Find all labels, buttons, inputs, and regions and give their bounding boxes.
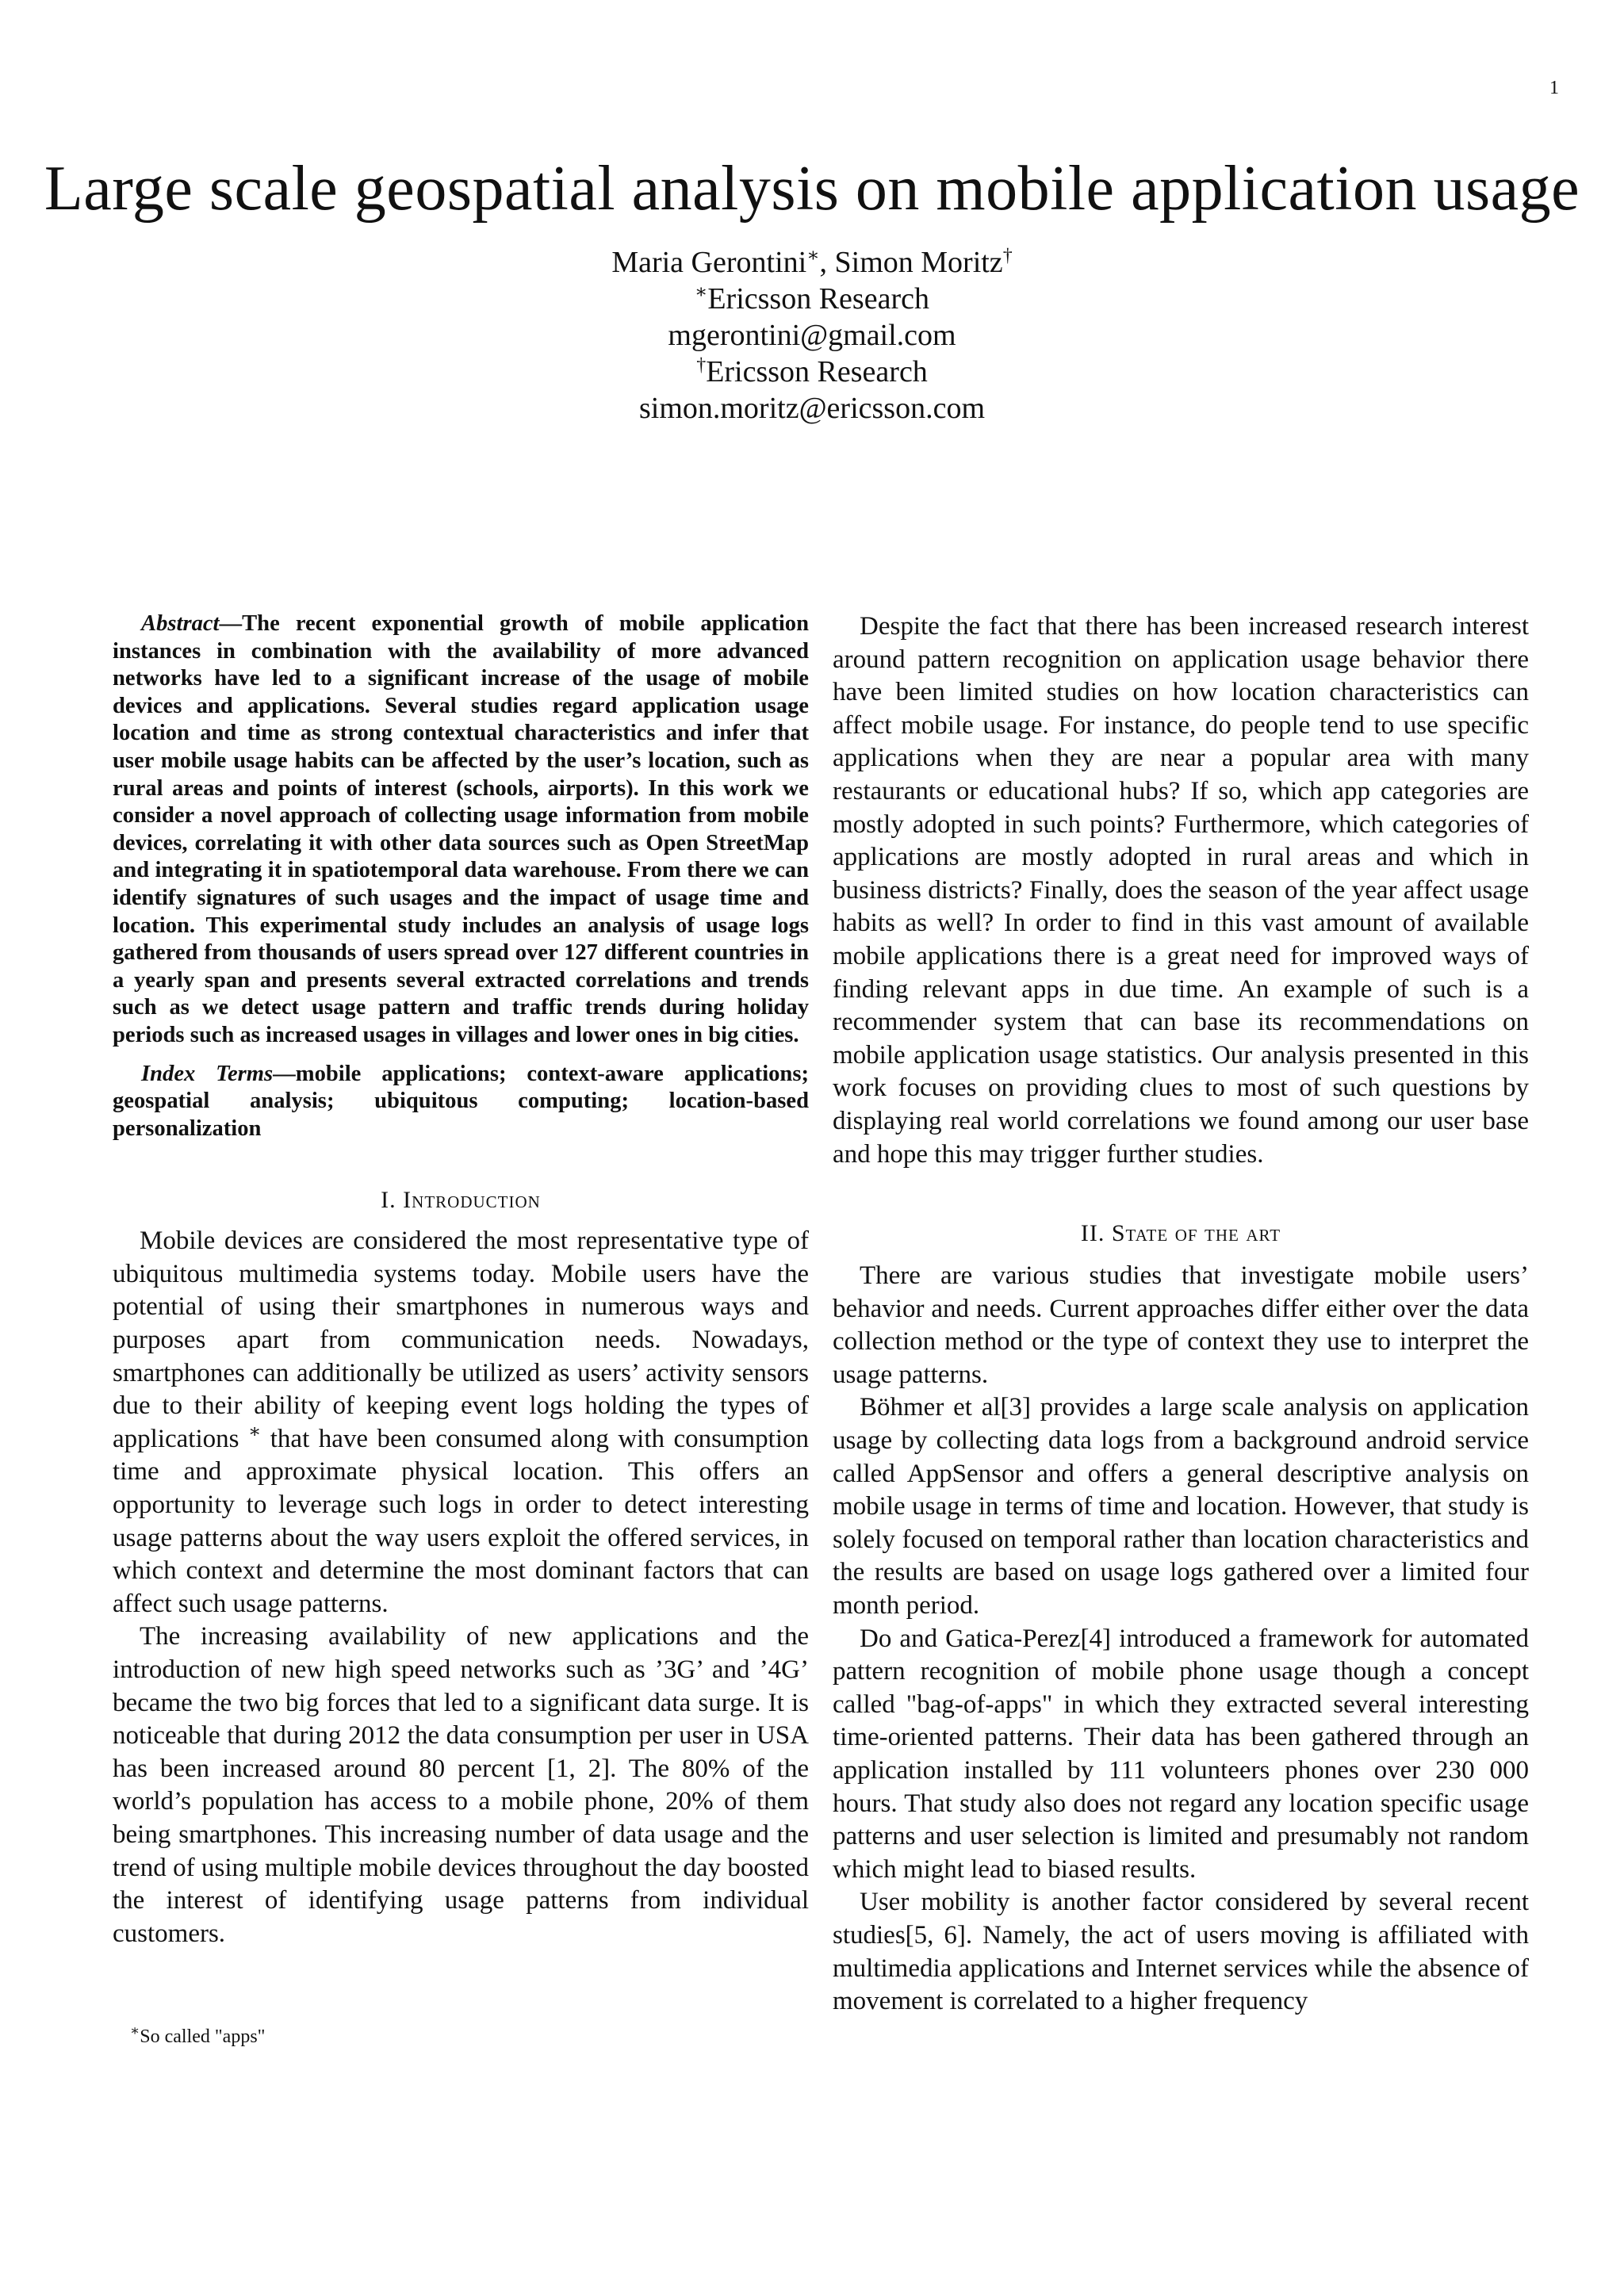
- paper-title: Large scale geospatial analysis on mobile application usage: [44, 154, 1580, 224]
- intro-paragraph-1: [113, 1225, 809, 1621]
- email-2: simon.moritz@ericsson.com: [638, 392, 986, 425]
- intro-paragraph-1-rest: that have been consumed along with consumption time and approximate physical location. This offers an opportunity to leverage such logs in order to detect interesting usage patterns about the way users exploit the offered services, in which context and determine the most dominant factors that can affect such usage patterns.: [113, 1424, 809, 1618]
- abstract-label: Abstract: [141, 611, 220, 636]
- affiliation-1-mark: ∗: [695, 281, 708, 303]
- author-name-2: , Simon Moritz: [819, 246, 1003, 279]
- section-title: Introduction: [403, 1187, 541, 1214]
- affiliation-2: [0, 354, 1624, 390]
- intro-continuation-paragraph: Despite the fact that there has been increased research interest around pattern recognition on application usage behavior there have been limited studies on how location characteristics can affect mobile usage. For instance, do people tend to use specific applications when they are near a popular area with many restaurants or educational hubs? If so, which app categories are mostly adopted in such points? Furthermore, which categories of applications are mostly adopted in rural areas and which in business districts? Finally, does the season of the year affect usage habits as well? In order to find in this vast amount of available mobile applications there is a great need for improved ways of finding relevant apps in due time. An example of such is a recommender system that can base its recommendations on mobile application usage statistics. Our analysis presented in this work focuses on providing clues to most of such questions by displaying real world correlations we found among our user base and hope this may trigger further studies.: [833, 612, 1529, 1169]
- author-name-1: Maria Gerontini: [611, 246, 807, 279]
- index-terms-label: Index Terms: [141, 1061, 274, 1086]
- abstract-text: —The recent exponential growth of mobile application instances in combination with the availability of more advanced networks have led to a significant increase of the usage of mobile devices and applications. Several studies regard application usage location and time as strong contextual characteristics and infer that user mobile usage habits can be affected by the user’s location, such as rural areas and points of interest (schools, airports). In this work we consider a novel approach of collecting usage information from mobile devices, correlating it with other data sources such as Open StreetMap and integrating it in spatiotemporal data warehouse. From there we can identify signatures of such usages and the impact of usage time and location. This experimental study includes an analysis of usage logs gathered from thousands of users spread over 127 different countries in a yearly span and presents several extracted correlations and trends such as we detect usage pattern and traffic trends during holiday periods such as increased usages in villages and lower ones in big cities.: [113, 611, 809, 1047]
- left-column: [113, 610, 809, 1950]
- intro-paragraph-2: The increasing availability of new applications and the introduction of new high speed networks such as ’3G’ and ’4G’ became the two big forces that led to a significant data surge. It is noticeable that during 2012 the data consumption per user in USA has been increased around 80 percent [1, 2]. The 80% of the world’s population has access to a mobile phone, 20% of them being smartphones. This increasing number of data usage and the trend of using multiple mobile devices throughout the day boosted the interest of identifying usage patterns from individual customers.: [113, 1622, 809, 1948]
- soa-paragraph-2: Böhmer et al[3] provides a large scale analysis on application usage by collecting data logs from a background android service called AppSensor and offers a general descriptive analysis on mobile usage in terms of time and location. However, that study is solely focused on temporal rather than location characteristics and the results are based on usage logs gathered over a limited four month period.: [833, 1393, 1529, 1621]
- footnote-text: So called "apps": [140, 2026, 266, 2047]
- affiliation-1: [0, 281, 1624, 317]
- footnote-mark: ∗: [247, 1421, 262, 1442]
- section-number: I.: [381, 1187, 404, 1214]
- soa-paragraph-3: Do and Gatica-Perez[4] introduced a framework for automated pattern recognition of mobile phone usage though a concept called "bag-of-apps" in which they extracted several interesting time-oriented patterns. Their data has been gathered through an application installed by 111 volunteers phones over 230 000 hours. That study also does not regard any location specific usage patterns and user selection is limited and presumably not random which might lead to biased results.: [833, 1624, 1529, 1884]
- abstract: [113, 610, 809, 1050]
- section-heading-introduction: [113, 1187, 809, 1214]
- affiliation-mark-1: ∗: [806, 245, 820, 266]
- section-title: State of the art: [1111, 1220, 1281, 1247]
- affiliation-2-mark: †: [696, 354, 707, 376]
- soa-paragraph-1: There are various studies that investigate mobile users’ behavior and needs. Current approaches differ either over the data collection method or the type of context they use to interpret the usage patterns.: [833, 1261, 1529, 1389]
- index-terms-text: —mobile applications; context-aware applications; geospatial analysis; ubiquitous computing; location-based personalization: [113, 1061, 809, 1141]
- email-1: mgerontini@gmail.com: [668, 319, 956, 352]
- affiliation-2-name: Ericsson Research: [706, 355, 928, 388]
- right-column: [833, 610, 1529, 2019]
- soa-paragraph-4: User mobility is another factor considered by several recent studies[5, 6]. Namely, the act of users moving is affiliated with multimedia applications and Internet services while the absence of movement is correlated to a higher frequency: [833, 1888, 1529, 2016]
- footnote-symbol: ∗: [130, 2022, 140, 2038]
- section-heading-state-of-the-art: [833, 1220, 1529, 1247]
- page-number: 1: [1549, 78, 1559, 98]
- affiliation-mark-2: †: [1002, 245, 1013, 266]
- section-number: II.: [1080, 1220, 1112, 1247]
- affiliation-1-name: Ericsson Research: [707, 282, 929, 316]
- intro-paragraph-1-text: Mobile devices are considered the most representative type of ubiquitous multimedia systems today. Mobile users have the potential of using their smartphones in numerous ways and purposes apart from communication needs. Nowadays, smartphones can additionally be utilized as users’ activity sensors due to their ability of keeping event logs holding the types of applications: [113, 1226, 809, 1453]
- index-terms: [113, 1061, 809, 1143]
- title-block: [0, 151, 1624, 427]
- author-block: [0, 244, 1624, 427]
- footnote: [130, 2022, 266, 2048]
- author-names: [0, 244, 1624, 281]
